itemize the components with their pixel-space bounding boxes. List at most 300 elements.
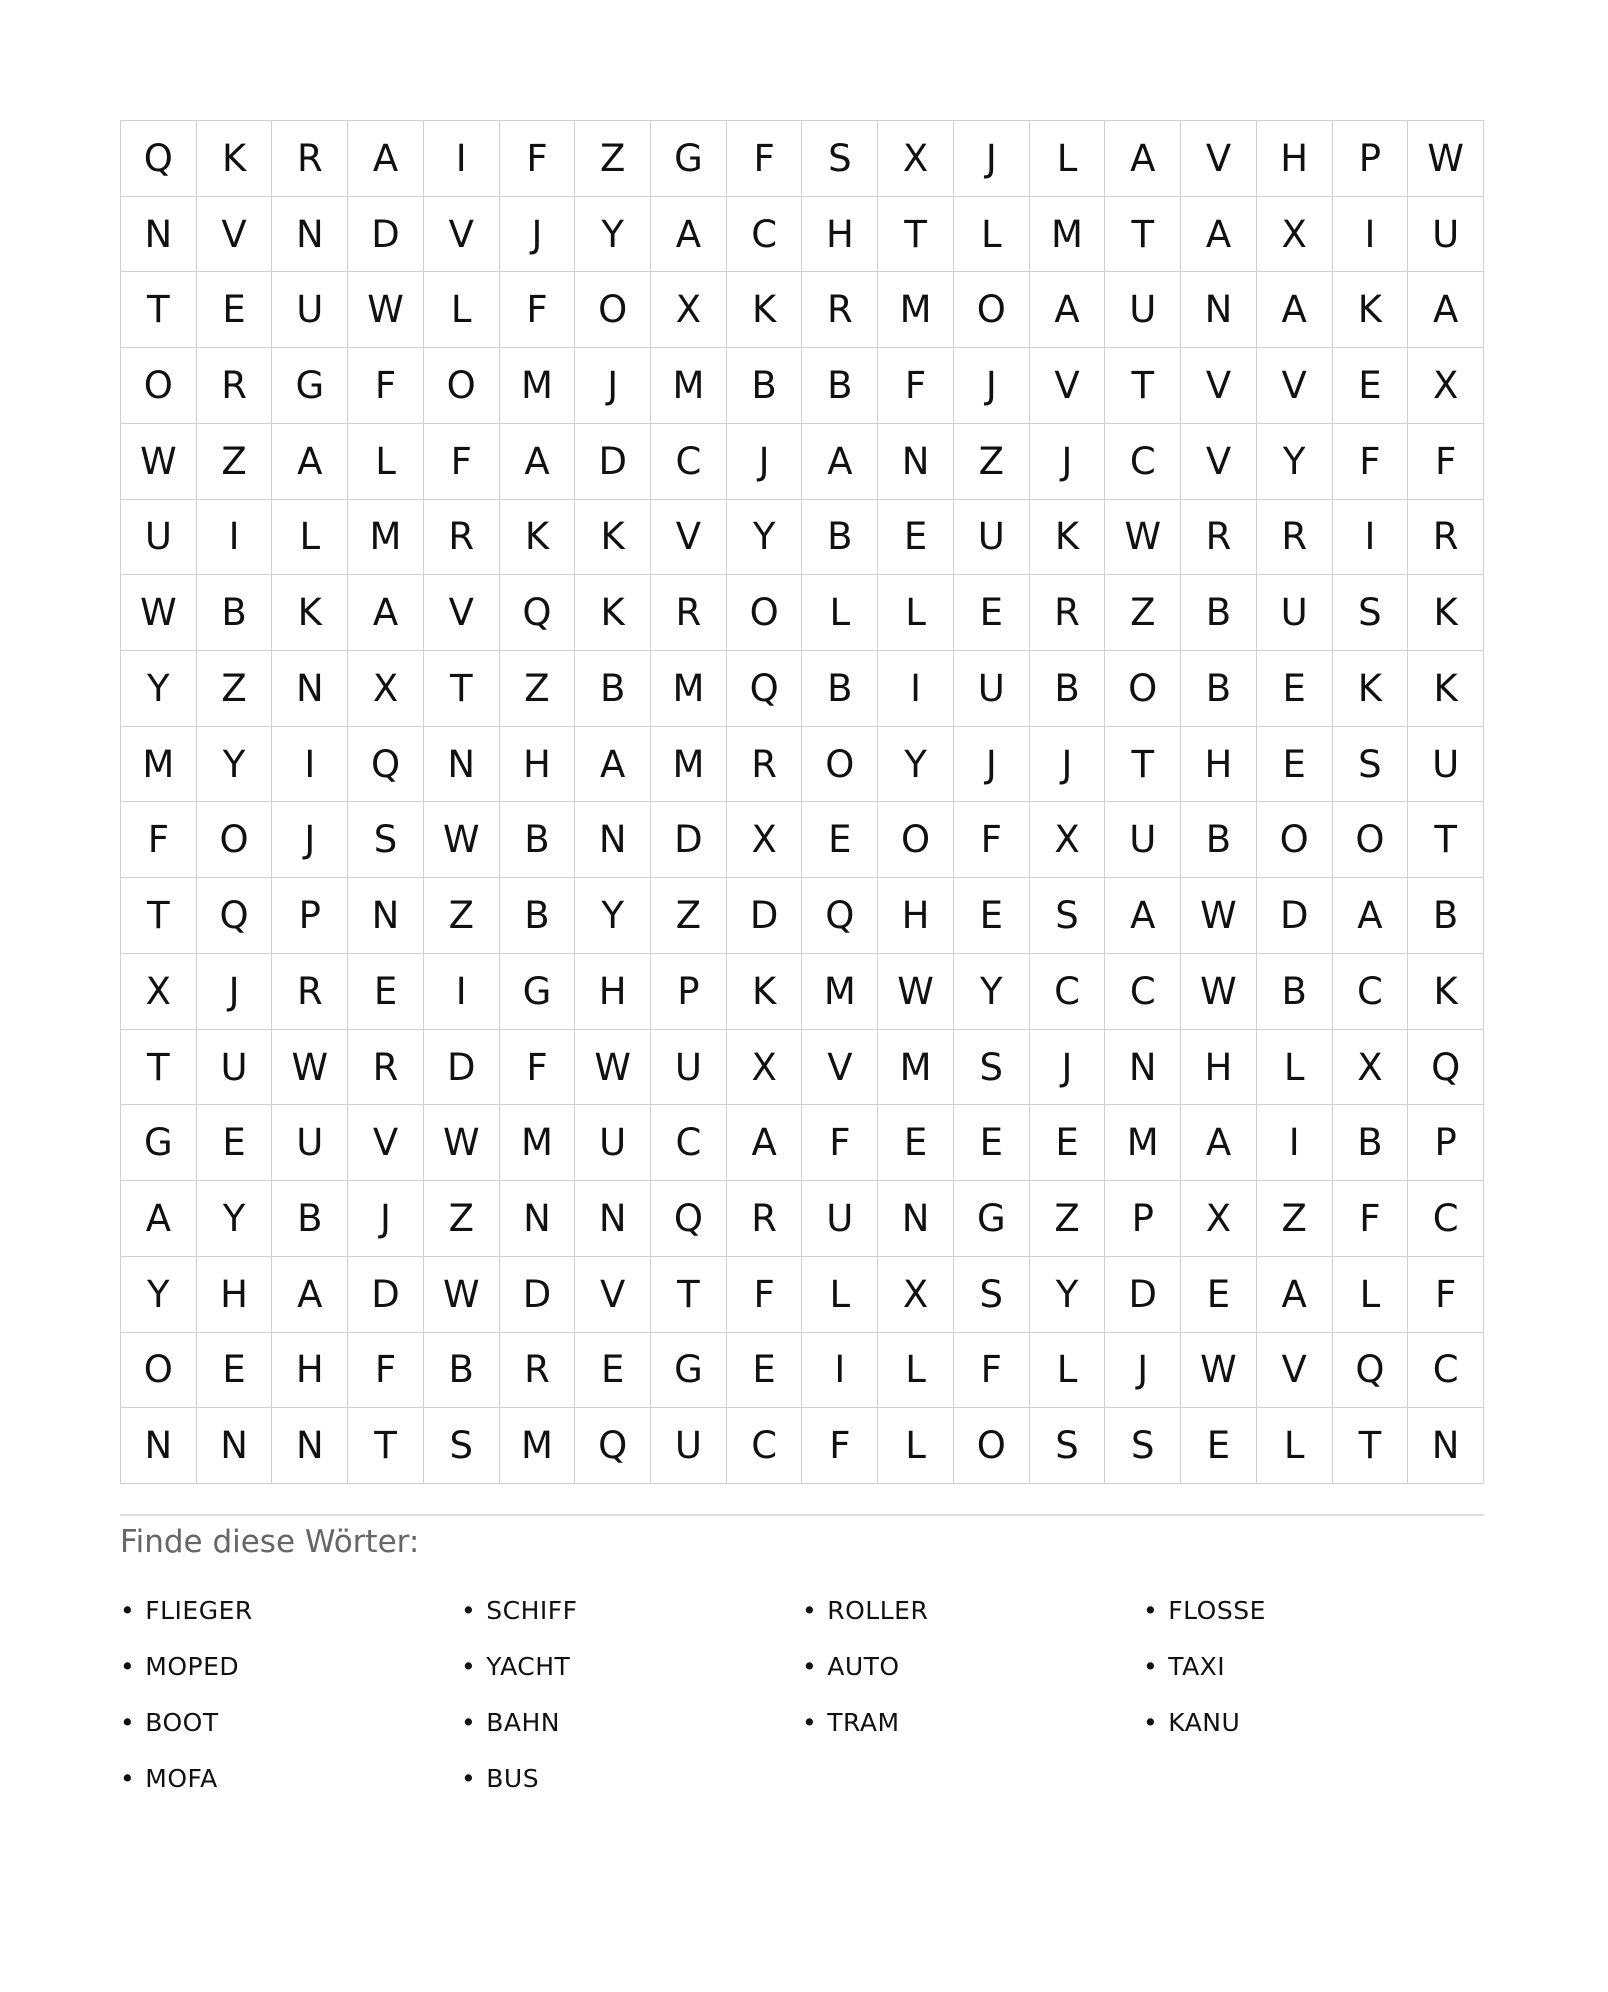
grid-cell[interactable]: G [651, 121, 727, 197]
grid-cell[interactable]: N [1181, 272, 1257, 348]
grid-cell[interactable]: E [1181, 1408, 1257, 1484]
grid-cell[interactable]: A [727, 1105, 803, 1181]
grid-cell[interactable]: S [1030, 878, 1106, 954]
grid-cell[interactable]: B [424, 1333, 500, 1409]
grid-cell[interactable]: R [500, 1333, 576, 1409]
grid-cell[interactable]: C [727, 1408, 803, 1484]
grid-cell[interactable]: N [121, 197, 197, 273]
grid-cell[interactable]: P [651, 954, 727, 1030]
grid-cell[interactable]: X [121, 954, 197, 1030]
grid-cell[interactable]: Z [500, 651, 576, 727]
grid-cell[interactable]: X [727, 1030, 803, 1106]
grid-cell[interactable]: L [1333, 1257, 1409, 1333]
grid-cell[interactable]: R [727, 727, 803, 803]
grid-cell[interactable]: S [1105, 1408, 1181, 1484]
grid-cell[interactable]: H [1181, 727, 1257, 803]
grid-cell[interactable]: T [424, 651, 500, 727]
grid-cell[interactable]: U [272, 1105, 348, 1181]
grid-cell[interactable]: H [878, 878, 954, 954]
grid-cell[interactable]: W [121, 424, 197, 500]
grid-cell[interactable]: I [802, 1333, 878, 1409]
grid-cell[interactable]: L [348, 424, 424, 500]
grid-cell[interactable]: Q [575, 1408, 651, 1484]
grid-cell[interactable]: R [802, 272, 878, 348]
grid-cell[interactable]: U [1408, 197, 1484, 273]
grid-cell[interactable]: L [802, 1257, 878, 1333]
grid-cell[interactable]: I [272, 727, 348, 803]
grid-cell[interactable]: V [424, 197, 500, 273]
grid-cell[interactable]: Z [954, 424, 1030, 500]
grid-cell[interactable]: Y [121, 651, 197, 727]
grid-cell[interactable]: R [272, 954, 348, 1030]
grid-cell[interactable]: D [348, 1257, 424, 1333]
grid-cell[interactable]: C [1408, 1333, 1484, 1409]
grid-cell[interactable]: T [651, 1257, 727, 1333]
grid-cell[interactable]: U [802, 1181, 878, 1257]
grid-cell[interactable]: D [651, 802, 727, 878]
grid-cell[interactable]: E [575, 1333, 651, 1409]
grid-cell[interactable]: W [1181, 1333, 1257, 1409]
grid-cell[interactable]: L [1257, 1408, 1333, 1484]
grid-cell[interactable]: Y [1257, 424, 1333, 500]
grid-cell[interactable]: O [424, 348, 500, 424]
grid-cell[interactable]: X [1030, 802, 1106, 878]
grid-cell[interactable]: P [272, 878, 348, 954]
grid-cell[interactable]: O [954, 1408, 1030, 1484]
grid-cell[interactable]: H [802, 197, 878, 273]
grid-cell[interactable]: D [727, 878, 803, 954]
grid-cell[interactable]: N [272, 197, 348, 273]
grid-cell[interactable]: Z [424, 878, 500, 954]
grid-cell[interactable]: I [1257, 1105, 1333, 1181]
grid-cell[interactable]: P [1333, 121, 1409, 197]
grid-cell[interactable]: S [1333, 727, 1409, 803]
grid-cell[interactable]: R [272, 121, 348, 197]
grid-cell[interactable]: Y [121, 1257, 197, 1333]
grid-cell[interactable]: U [1257, 575, 1333, 651]
grid-cell[interactable]: Q [348, 727, 424, 803]
grid-cell[interactable]: P [1105, 1181, 1181, 1257]
grid-cell[interactable]: Z [197, 651, 273, 727]
grid-cell[interactable]: L [878, 1408, 954, 1484]
grid-cell[interactable]: E [802, 802, 878, 878]
grid-cell[interactable]: F [500, 121, 576, 197]
grid-cell[interactable]: R [727, 1181, 803, 1257]
grid-cell[interactable]: A [348, 121, 424, 197]
grid-cell[interactable]: E [1257, 727, 1333, 803]
grid-cell[interactable]: K [197, 121, 273, 197]
grid-cell[interactable]: V [1181, 424, 1257, 500]
grid-cell[interactable]: M [348, 500, 424, 576]
grid-cell[interactable]: V [1257, 1333, 1333, 1409]
grid-cell[interactable]: U [651, 1030, 727, 1106]
grid-cell[interactable]: N [878, 424, 954, 500]
grid-cell[interactable]: B [802, 651, 878, 727]
grid-cell[interactable]: B [1030, 651, 1106, 727]
grid-cell[interactable]: F [802, 1408, 878, 1484]
grid-cell[interactable]: V [348, 1105, 424, 1181]
grid-cell[interactable]: N [348, 878, 424, 954]
grid-cell[interactable]: M [878, 1030, 954, 1106]
grid-cell[interactable]: N [1408, 1408, 1484, 1484]
grid-cell[interactable]: U [1105, 802, 1181, 878]
grid-cell[interactable]: W [348, 272, 424, 348]
grid-cell[interactable]: E [1030, 1105, 1106, 1181]
grid-cell[interactable]: M [651, 348, 727, 424]
grid-cell[interactable]: W [1408, 121, 1484, 197]
grid-cell[interactable]: U [121, 500, 197, 576]
grid-cell[interactable]: J [954, 348, 1030, 424]
grid-cell[interactable]: Y [878, 727, 954, 803]
grid-cell[interactable]: J [954, 727, 1030, 803]
grid-cell[interactable]: U [575, 1105, 651, 1181]
grid-cell[interactable]: B [272, 1181, 348, 1257]
grid-cell[interactable]: D [348, 197, 424, 273]
grid-cell[interactable]: E [878, 500, 954, 576]
grid-cell[interactable]: O [954, 272, 1030, 348]
grid-cell[interactable]: W [424, 1105, 500, 1181]
grid-cell[interactable]: N [575, 1181, 651, 1257]
grid-cell[interactable]: A [1257, 1257, 1333, 1333]
grid-cell[interactable]: X [348, 651, 424, 727]
grid-cell[interactable]: Y [1030, 1257, 1106, 1333]
grid-cell[interactable]: F [727, 1257, 803, 1333]
grid-cell[interactable]: O [1257, 802, 1333, 878]
grid-cell[interactable]: B [500, 878, 576, 954]
grid-cell[interactable]: N [575, 802, 651, 878]
grid-cell[interactable]: L [878, 1333, 954, 1409]
grid-cell[interactable]: F [348, 1333, 424, 1409]
grid-cell[interactable]: O [121, 1333, 197, 1409]
grid-cell[interactable]: J [575, 348, 651, 424]
grid-cell[interactable]: T [1105, 727, 1181, 803]
grid-cell[interactable]: F [1333, 1181, 1409, 1257]
grid-cell[interactable]: H [575, 954, 651, 1030]
grid-cell[interactable]: G [651, 1333, 727, 1409]
grid-cell[interactable]: W [575, 1030, 651, 1106]
grid-cell[interactable]: R [1408, 500, 1484, 576]
grid-cell[interactable]: V [651, 500, 727, 576]
grid-cell[interactable]: E [1181, 1257, 1257, 1333]
grid-cell[interactable]: Y [954, 954, 1030, 1030]
grid-cell[interactable]: U [954, 651, 1030, 727]
grid-cell[interactable]: R [197, 348, 273, 424]
grid-cell[interactable]: V [802, 1030, 878, 1106]
grid-cell[interactable]: N [272, 651, 348, 727]
grid-cell[interactable]: Z [575, 121, 651, 197]
grid-cell[interactable]: S [954, 1030, 1030, 1106]
grid-cell[interactable]: N [424, 727, 500, 803]
grid-cell[interactable]: I [197, 500, 273, 576]
grid-cell[interactable]: R [1030, 575, 1106, 651]
grid-cell[interactable]: V [1181, 121, 1257, 197]
grid-cell[interactable]: V [197, 197, 273, 273]
grid-cell[interactable]: A [272, 424, 348, 500]
grid-cell[interactable]: Q [727, 651, 803, 727]
grid-cell[interactable]: T [121, 878, 197, 954]
grid-cell[interactable]: J [197, 954, 273, 1030]
grid-cell[interactable]: C [651, 1105, 727, 1181]
grid-cell[interactable]: B [727, 348, 803, 424]
grid-cell[interactable]: J [348, 1181, 424, 1257]
grid-cell[interactable]: A [121, 1181, 197, 1257]
grid-cell[interactable]: B [1181, 575, 1257, 651]
grid-cell[interactable]: C [1333, 954, 1409, 1030]
grid-cell[interactable]: V [1181, 348, 1257, 424]
grid-cell[interactable]: T [348, 1408, 424, 1484]
grid-cell[interactable]: I [424, 954, 500, 1030]
grid-cell[interactable]: E [1257, 651, 1333, 727]
grid-cell[interactable]: K [727, 954, 803, 1030]
grid-cell[interactable]: M [651, 727, 727, 803]
grid-cell[interactable]: F [121, 802, 197, 878]
grid-cell[interactable]: B [802, 500, 878, 576]
grid-cell[interactable]: U [954, 500, 1030, 576]
grid-cell[interactable]: B [1181, 802, 1257, 878]
grid-cell[interactable]: B [1181, 651, 1257, 727]
grid-cell[interactable]: E [1333, 348, 1409, 424]
grid-cell[interactable]: S [1333, 575, 1409, 651]
grid-cell[interactable]: W [1181, 878, 1257, 954]
grid-cell[interactable]: A [1257, 272, 1333, 348]
grid-cell[interactable]: D [500, 1257, 576, 1333]
grid-cell[interactable]: A [348, 575, 424, 651]
grid-cell[interactable]: K [1333, 651, 1409, 727]
grid-cell[interactable]: G [121, 1105, 197, 1181]
grid-cell[interactable]: E [197, 1105, 273, 1181]
grid-cell[interactable]: E [197, 272, 273, 348]
grid-cell[interactable]: L [1030, 1333, 1106, 1409]
grid-cell[interactable]: O [727, 575, 803, 651]
grid-cell[interactable]: W [878, 954, 954, 1030]
grid-cell[interactable]: N [1105, 1030, 1181, 1106]
grid-cell[interactable]: K [1408, 651, 1484, 727]
grid-cell[interactable]: F [1408, 424, 1484, 500]
grid-cell[interactable]: I [878, 651, 954, 727]
grid-cell[interactable]: S [348, 802, 424, 878]
grid-cell[interactable]: F [1333, 424, 1409, 500]
grid-cell[interactable]: Z [1105, 575, 1181, 651]
grid-cell[interactable]: K [1030, 500, 1106, 576]
grid-cell[interactable]: B [1333, 1105, 1409, 1181]
grid-cell[interactable]: E [197, 1333, 273, 1409]
grid-cell[interactable]: N [500, 1181, 576, 1257]
grid-cell[interactable]: B [500, 802, 576, 878]
grid-cell[interactable]: K [1333, 272, 1409, 348]
grid-cell[interactable]: U [1408, 727, 1484, 803]
grid-cell[interactable]: K [272, 575, 348, 651]
grid-cell[interactable]: A [575, 727, 651, 803]
grid-cell[interactable]: G [272, 348, 348, 424]
grid-cell[interactable]: F [954, 802, 1030, 878]
grid-cell[interactable]: N [197, 1408, 273, 1484]
grid-cell[interactable]: F [878, 348, 954, 424]
grid-cell[interactable]: Y [727, 500, 803, 576]
grid-cell[interactable]: A [1333, 878, 1409, 954]
grid-cell[interactable]: Q [1408, 1030, 1484, 1106]
grid-cell[interactable]: K [1408, 575, 1484, 651]
grid-cell[interactable]: U [272, 272, 348, 348]
grid-cell[interactable]: M [500, 1105, 576, 1181]
grid-cell[interactable]: Q [197, 878, 273, 954]
grid-cell[interactable]: F [500, 272, 576, 348]
grid-cell[interactable]: O [575, 272, 651, 348]
grid-cell[interactable]: H [272, 1333, 348, 1409]
grid-cell[interactable]: I [1333, 500, 1409, 576]
grid-cell[interactable]: E [954, 575, 1030, 651]
grid-cell[interactable]: P [1408, 1105, 1484, 1181]
grid-cell[interactable]: O [1333, 802, 1409, 878]
grid-cell[interactable]: X [878, 121, 954, 197]
grid-cell[interactable]: C [651, 424, 727, 500]
grid-cell[interactable]: J [272, 802, 348, 878]
grid-cell[interactable]: Y [197, 1181, 273, 1257]
grid-cell[interactable]: E [348, 954, 424, 1030]
grid-cell[interactable]: T [121, 272, 197, 348]
grid-cell[interactable]: Z [1030, 1181, 1106, 1257]
grid-cell[interactable]: F [727, 121, 803, 197]
grid-cell[interactable]: H [500, 727, 576, 803]
grid-cell[interactable]: K [1408, 954, 1484, 1030]
grid-cell[interactable]: O [878, 802, 954, 878]
grid-cell[interactable]: E [954, 878, 1030, 954]
grid-cell[interactable]: O [121, 348, 197, 424]
grid-cell[interactable]: B [1257, 954, 1333, 1030]
grid-cell[interactable]: L [878, 575, 954, 651]
grid-cell[interactable]: L [954, 197, 1030, 273]
grid-cell[interactable]: M [651, 651, 727, 727]
grid-cell[interactable]: R [1181, 500, 1257, 576]
grid-cell[interactable]: L [272, 500, 348, 576]
grid-cell[interactable]: V [1030, 348, 1106, 424]
grid-cell[interactable]: M [500, 348, 576, 424]
grid-cell[interactable]: C [727, 197, 803, 273]
grid-cell[interactable]: A [500, 424, 576, 500]
grid-cell[interactable]: M [878, 272, 954, 348]
grid-cell[interactable]: A [1181, 197, 1257, 273]
grid-cell[interactable]: R [651, 575, 727, 651]
grid-cell[interactable]: U [197, 1030, 273, 1106]
grid-cell[interactable]: O [802, 727, 878, 803]
grid-cell[interactable]: B [575, 651, 651, 727]
grid-cell[interactable]: T [1408, 802, 1484, 878]
grid-cell[interactable]: F [348, 348, 424, 424]
grid-cell[interactable]: E [878, 1105, 954, 1181]
grid-cell[interactable]: B [802, 348, 878, 424]
grid-cell[interactable]: X [878, 1257, 954, 1333]
grid-cell[interactable]: W [272, 1030, 348, 1106]
grid-cell[interactable]: L [1030, 121, 1106, 197]
grid-cell[interactable]: R [1257, 500, 1333, 576]
grid-cell[interactable]: O [197, 802, 273, 878]
grid-cell[interactable]: L [424, 272, 500, 348]
grid-cell[interactable]: C [1030, 954, 1106, 1030]
grid-cell[interactable]: J [954, 121, 1030, 197]
grid-cell[interactable]: Z [197, 424, 273, 500]
grid-cell[interactable]: X [1333, 1030, 1409, 1106]
grid-cell[interactable]: D [424, 1030, 500, 1106]
grid-cell[interactable]: J [1105, 1333, 1181, 1409]
grid-cell[interactable]: X [651, 272, 727, 348]
grid-cell[interactable]: W [1105, 500, 1181, 576]
grid-cell[interactable]: M [500, 1408, 576, 1484]
grid-cell[interactable]: T [1105, 348, 1181, 424]
grid-cell[interactable]: F [424, 424, 500, 500]
grid-cell[interactable]: G [500, 954, 576, 1030]
grid-cell[interactable]: X [727, 802, 803, 878]
grid-cell[interactable]: S [424, 1408, 500, 1484]
grid-cell[interactable]: Q [121, 121, 197, 197]
grid-cell[interactable]: D [1257, 878, 1333, 954]
grid-cell[interactable]: Y [575, 197, 651, 273]
grid-cell[interactable]: C [1105, 954, 1181, 1030]
grid-cell[interactable]: T [1105, 197, 1181, 273]
grid-cell[interactable]: M [1030, 197, 1106, 273]
grid-cell[interactable]: E [954, 1105, 1030, 1181]
grid-cell[interactable]: W [1181, 954, 1257, 1030]
grid-cell[interactable]: F [802, 1105, 878, 1181]
grid-cell[interactable]: C [1408, 1181, 1484, 1257]
grid-cell[interactable]: U [651, 1408, 727, 1484]
grid-cell[interactable]: B [1408, 878, 1484, 954]
grid-cell[interactable]: D [575, 424, 651, 500]
grid-cell[interactable]: H [197, 1257, 273, 1333]
grid-cell[interactable]: A [1030, 272, 1106, 348]
grid-cell[interactable]: L [1257, 1030, 1333, 1106]
grid-cell[interactable]: A [1105, 121, 1181, 197]
grid-cell[interactable]: K [575, 500, 651, 576]
grid-cell[interactable]: C [1105, 424, 1181, 500]
grid-cell[interactable]: K [500, 500, 576, 576]
grid-cell[interactable]: Z [1257, 1181, 1333, 1257]
grid-cell[interactable]: F [1408, 1257, 1484, 1333]
grid-cell[interactable]: W [424, 1257, 500, 1333]
grid-cell[interactable]: M [1105, 1105, 1181, 1181]
grid-cell[interactable]: J [1030, 727, 1106, 803]
grid-cell[interactable]: Q [1333, 1333, 1409, 1409]
grid-cell[interactable]: K [727, 272, 803, 348]
grid-cell[interactable]: I [1333, 197, 1409, 273]
grid-cell[interactable]: J [500, 197, 576, 273]
grid-cell[interactable]: N [878, 1181, 954, 1257]
grid-cell[interactable]: V [424, 575, 500, 651]
grid-cell[interactable]: X [1181, 1181, 1257, 1257]
grid-cell[interactable]: A [802, 424, 878, 500]
grid-cell[interactable]: A [651, 197, 727, 273]
grid-cell[interactable]: M [802, 954, 878, 1030]
grid-cell[interactable]: M [121, 727, 197, 803]
grid-cell[interactable]: Z [424, 1181, 500, 1257]
grid-cell[interactable]: W [424, 802, 500, 878]
grid-cell[interactable]: A [1181, 1105, 1257, 1181]
grid-cell[interactable]: W [121, 575, 197, 651]
grid-cell[interactable]: X [1408, 348, 1484, 424]
grid-cell[interactable]: V [1257, 348, 1333, 424]
grid-cell[interactable]: S [1030, 1408, 1106, 1484]
grid-cell[interactable]: Q [802, 878, 878, 954]
grid-cell[interactable]: J [1030, 1030, 1106, 1106]
grid-cell[interactable]: Q [500, 575, 576, 651]
grid-cell[interactable]: J [727, 424, 803, 500]
grid-cell[interactable]: T [878, 197, 954, 273]
grid-cell[interactable]: F [500, 1030, 576, 1106]
grid-cell[interactable]: R [348, 1030, 424, 1106]
grid-cell[interactable]: N [272, 1408, 348, 1484]
grid-cell[interactable]: O [1105, 651, 1181, 727]
grid-cell[interactable]: V [575, 1257, 651, 1333]
grid-cell[interactable]: H [1257, 121, 1333, 197]
grid-cell[interactable]: L [802, 575, 878, 651]
